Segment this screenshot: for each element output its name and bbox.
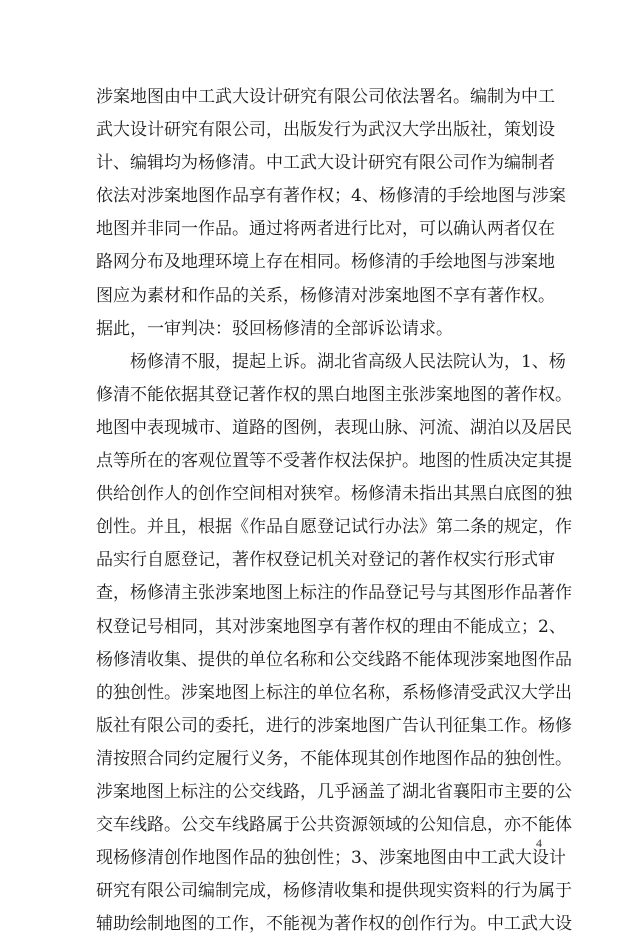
text-line: 地图并非同一作品。通过将两者进行比对，可以确认两者仅在 (96, 219, 555, 240)
text-line: 交车线路。公交车线路属于公共资源领域的公知信息，亦不能体 (96, 815, 572, 836)
text-line: 修清不能依据其登记著作权的黑白地图主张涉案地图的著作权。 (96, 384, 572, 405)
text-line: 现杨修清创作地图作品的独创性；3、涉案地图由中工武大设计 (96, 848, 566, 869)
text-line: 据此，一审判决：驳回杨修清的全部诉讼请求。 (96, 318, 453, 339)
text-line: 权登记号相同，其对涉案地图享有著作权的理由不能成立；2、 (96, 616, 566, 637)
text-line: 杨修清不服，提起上诉。湖北省高级人民法院认为，1、杨 (130, 351, 566, 372)
text-line: 武大设计研究有限公司，出版发行为武汉大学出版社，策划设 (96, 120, 555, 141)
text-line: 依法对涉案地图作品享有著作权；4、杨修清的手绘地图与涉案 (96, 186, 566, 207)
text-line: 创性。并且，根据《作品自愿登记试行办法》第二条的规定，作 (96, 517, 572, 538)
text-line: 路网分布及地理环境上存在相同。杨修清的手绘地图与涉案地 (96, 252, 555, 273)
text-line: 图应为素材和作品的关系，杨修清对涉案地图不享有著作权。 (96, 285, 555, 306)
text-line: 清按照合同约定履行义务，不能体现其创作地图作品的独创性。 (96, 748, 572, 769)
text-line: 供给创作人的创作空间相对狭窄。杨修清未指出其黑白底图的独 (96, 484, 572, 505)
text-line: 版社有限公司的委托，进行的涉案地图广告认刊征集工作。杨修 (96, 715, 572, 736)
text-line: 辅助绘制地图的工作，不能视为著作权的创作行为。中工武大设 (96, 914, 572, 935)
page-number: 4 (536, 836, 542, 850)
paragraph-1 (96, 81, 566, 346)
text-line: 查，杨修清主张涉案地图上标注的作品登记号与其图形作品著作 (96, 583, 572, 604)
text-line: 涉案地图由中工武大设计研究有限公司依法署名。编制为中工 (96, 87, 555, 107)
text-line: 计、编辑均为杨修清。中工武大设计研究有限公司作为编制者 (96, 153, 555, 174)
body-text (96, 81, 572, 941)
text-line: 杨修清收集、提供的单位名称和公交线路不能体现涉案地图作品 (96, 649, 572, 670)
text-line: 点等所在的客观位置等不受著作权法保护。地图的性质决定其提 (96, 451, 572, 472)
text-line: 品实行自愿登记，著作权登记机关对登记的著作权实行形式审 (96, 550, 555, 571)
text-line: 的独创性。涉案地图上标注的单位名称，系杨修清受武汉大学出 (96, 682, 572, 703)
text-line: 地图中表现城市、道路的图例，表现山脉、河流、湖泊以及居民 (96, 417, 572, 438)
text-line: 涉案地图上标注的公交线路，几乎涵盖了湖北省襄阳市主要的公 (96, 781, 572, 802)
text-line: 研究有限公司编制完成，杨修清收集和提供现实资料的行为属于 (96, 881, 572, 902)
paragraph-2 (96, 346, 572, 941)
